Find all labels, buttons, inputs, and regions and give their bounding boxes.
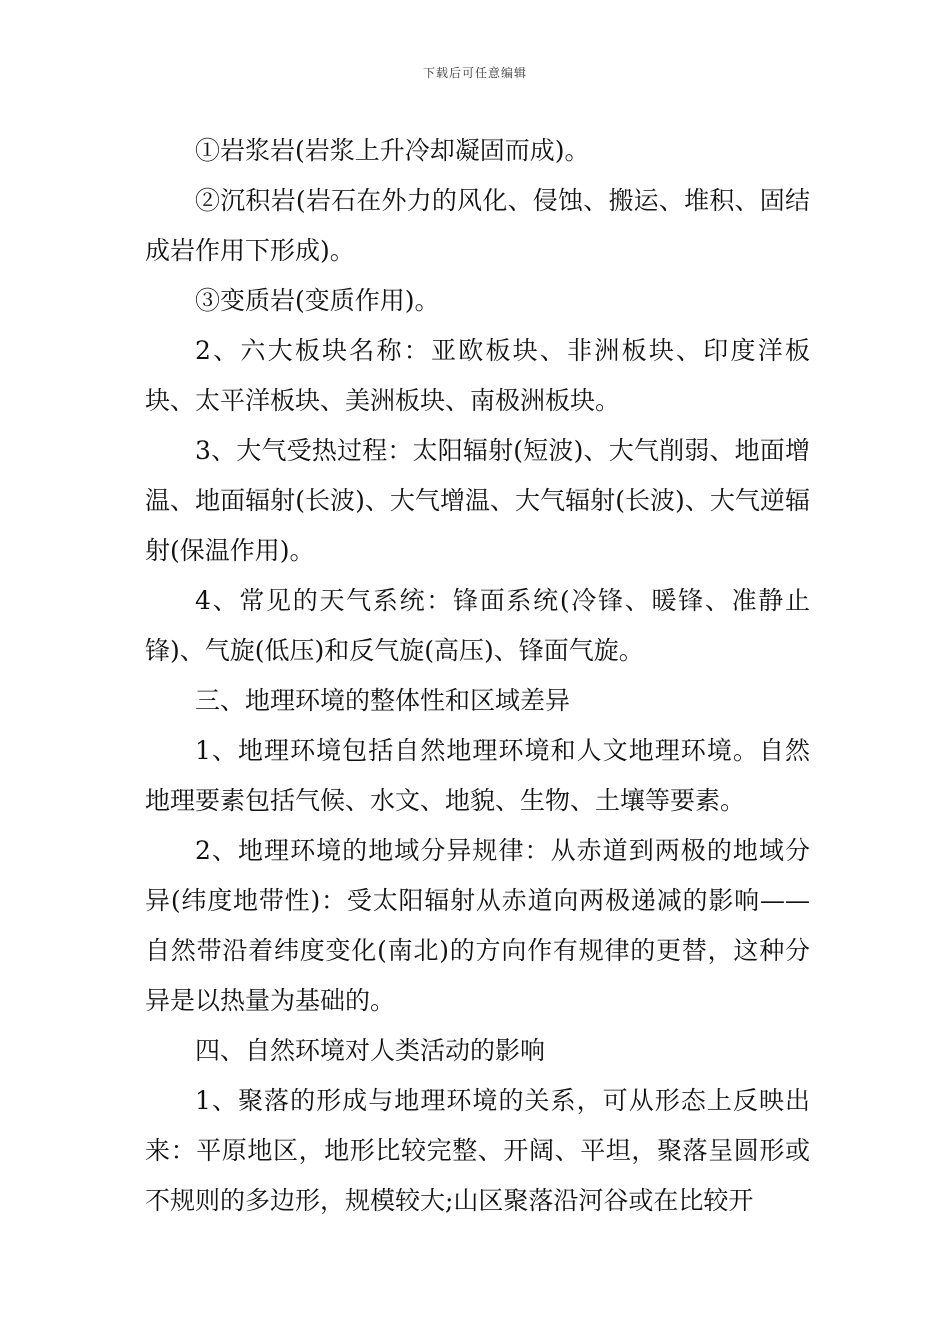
- paragraph-sedimentary-rock: ②沉积岩(岩石在外力的风化、侵蚀、搬运、堆积、固结成岩作用下形成)。: [145, 186, 810, 265]
- section-heading-4: 四、自然环境对人类活动的影响: [195, 1036, 546, 1065]
- document-body: [145, 126, 810, 1226]
- section-heading-3: 三、地理环境的整体性和区域差异: [195, 686, 571, 715]
- paragraph-igneous-rock: ①岩浆岩(岩浆上升冷却凝固而成)。: [195, 136, 590, 165]
- paragraph-atmosphere-heating: 3、大气受热过程：太阳辐射(短波)、大气削弱、地面增温、地面辐射(长波)、大气增温、大气辐射(长波)、大气逆辐射(保温作用)。: [145, 436, 810, 565]
- page-header: 下载后可任意编辑: [422, 66, 527, 80]
- paragraph-zonal-differentiation: 2、地理环境的地域分异规律：从赤道到两极的地域分异(纬度地带性)：受太阳辐射从赤道向两极递减的影响——自然带沿着纬度变化(南北)的方向作有规律的更替，这种分异是以热量为基础的。: [145, 836, 810, 1015]
- paragraph-settlements: 1、聚落的形成与地理环境的关系，可从形态上反映出来：平原地区，地形比较完整、开阔、平坦，聚落呈圆形或不规则的多边形，规模较大;山区聚落沿河谷或在比较开: [145, 1086, 810, 1215]
- paragraph-metamorphic-rock: ③变质岩(变质作用)。: [195, 286, 440, 315]
- paragraph-six-plates: 2、六大板块名称：亚欧板块、非洲板块、印度洋板块、太平洋板块、美洲板块、南极洲板块。: [145, 336, 810, 415]
- paragraph-weather-systems: 4、常见的天气系统：锋面系统(冷锋、暖锋、准静止锋)、气旋(低压)和反气旋(高压)、锋面气旋。: [145, 586, 810, 665]
- paragraph-geographic-environment: 1、地理环境包括自然地理环境和人文地理环境。自然地理要素包括气候、水文、地貌、生物、土壤等要素。: [145, 736, 810, 815]
